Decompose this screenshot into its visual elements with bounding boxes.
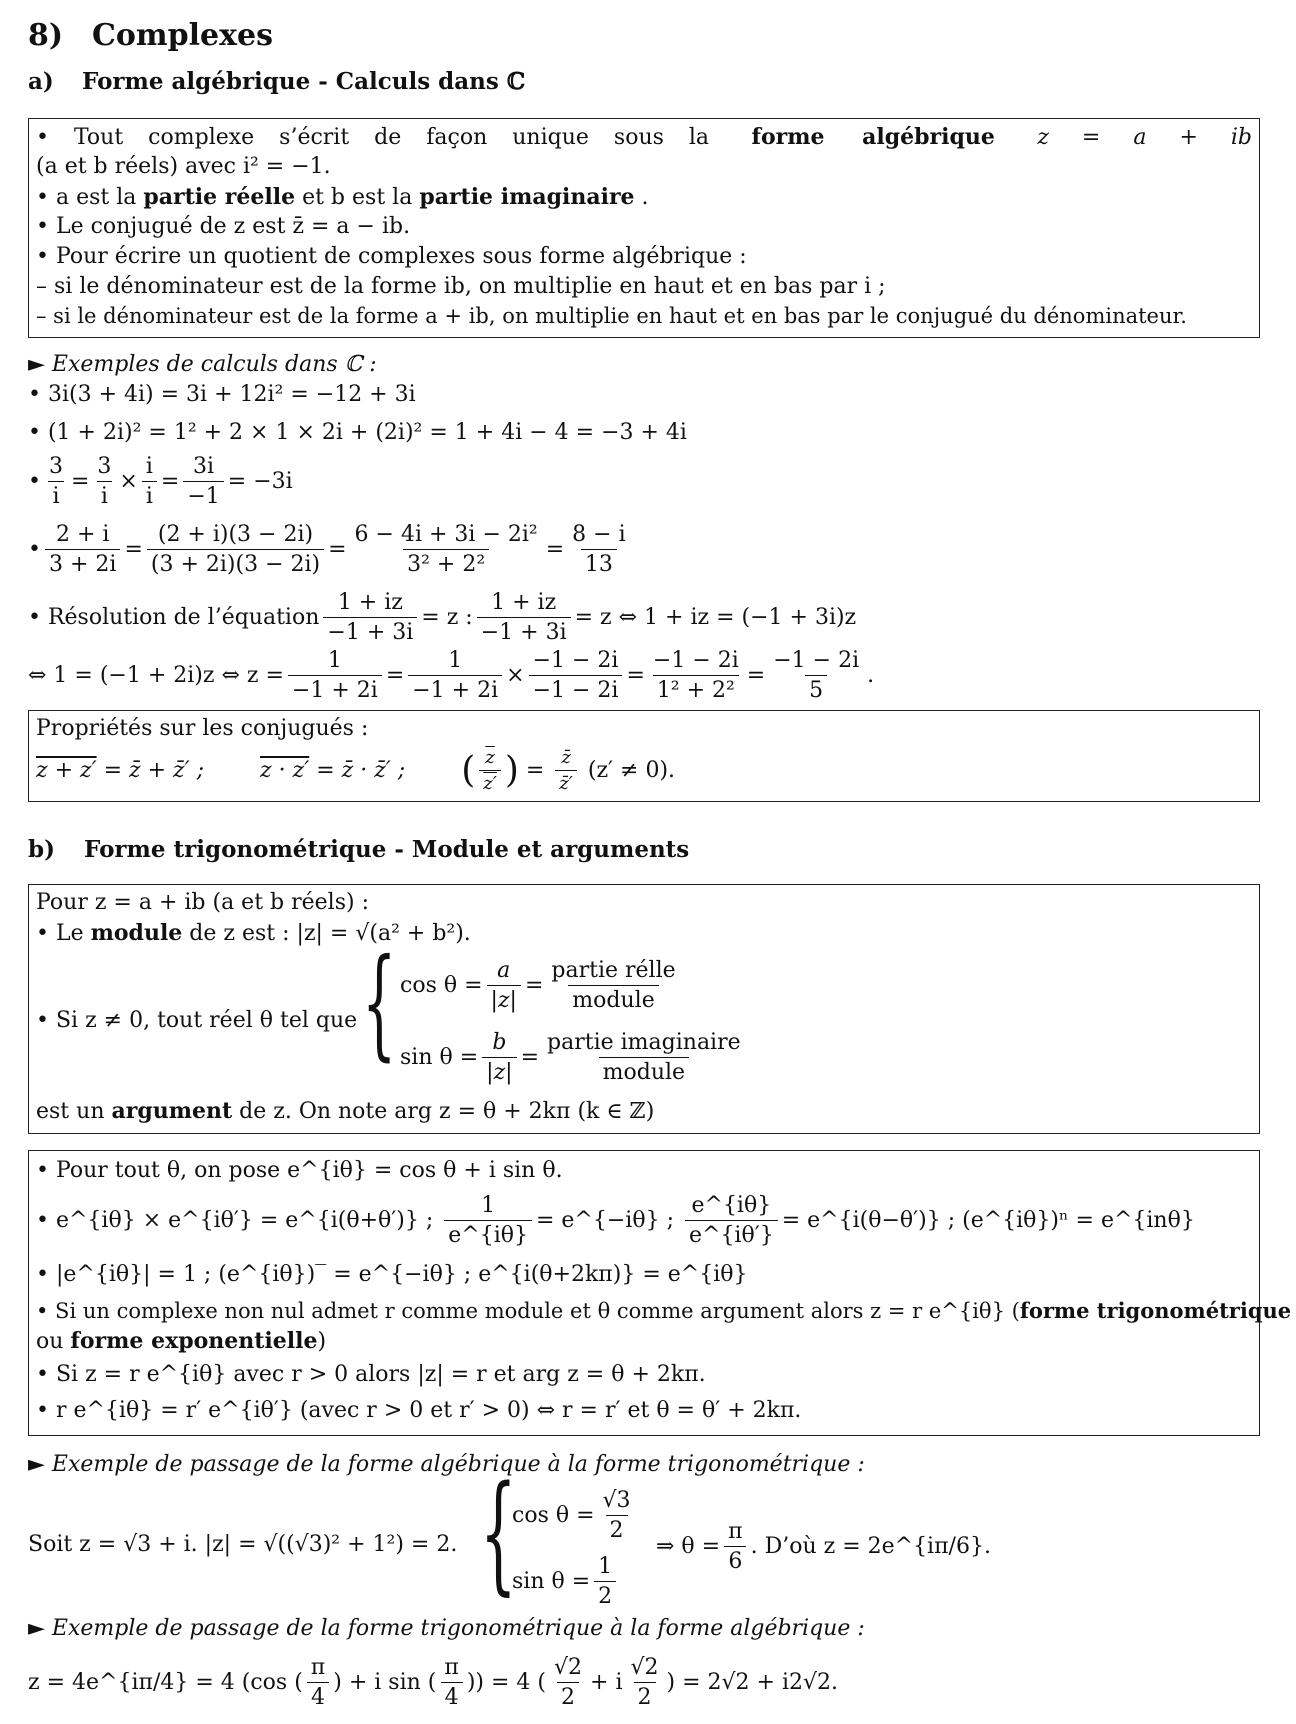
frac-num: 3: [48, 453, 63, 479]
frac-den: −1 + 2i: [288, 675, 382, 703]
box1-line1-formula: z = a + ib: [1037, 124, 1252, 150]
frac-num: −1 − 2i: [532, 647, 619, 673]
example-6-frac4: [649, 648, 743, 703]
box4-frac2: [685, 1193, 778, 1248]
box3-line5-a: est un: [36, 1098, 105, 1124]
equals: =: [124, 536, 143, 562]
box1-line3-a: • a est la: [36, 184, 137, 210]
box1-line5: • Pour écrire un quotient de complexes sous forme algébrique :: [36, 244, 747, 269]
box4-line2-c: = e^{−iθ} ;: [535, 1207, 674, 1233]
example-3-result: = −3i: [227, 468, 293, 494]
box1-line1-bold: forme algébrique: [751, 124, 995, 150]
box4-line5: [36, 1328, 326, 1354]
frac-den: i: [48, 481, 63, 509]
equals: =: [328, 536, 347, 562]
box3-line5-c: de z. On note arg z = θ + 2kπ (k ∈ ℤ): [239, 1098, 655, 1124]
box4-line5-bold: forme exponentielle: [70, 1328, 318, 1354]
section-number: 8): [28, 18, 64, 53]
example-5-end: = z ⇔ 1 + iz = (−1 + 3i)z: [574, 604, 857, 630]
example-sin-row: [512, 1548, 620, 1614]
box2-props: z + z′ = z̄ + z̄′ ; z · z′ = z̄ · z̄′ ; ( $\frac{z}{z'}$ ) = $\frac{z̄}{z̄'}$ (z′ ≠ 0).: [36, 746, 676, 794]
frac-num: π: [444, 1654, 459, 1680]
example-cos-row: [512, 1482, 639, 1548]
box3-line2: [36, 920, 471, 946]
frac-den: (3 + 2i)(3 − 2i): [147, 549, 324, 577]
conj-quot-frac: [479, 747, 501, 794]
frac-num: π: [310, 1654, 326, 1680]
frac-num: √2: [630, 1654, 659, 1680]
frac-den: e^{iθ′}: [685, 1220, 778, 1248]
box3-si: • Si z ≠ 0, tout réel θ tel que: [36, 1008, 358, 1033]
frac-den: e^{iθ}: [444, 1220, 532, 1248]
example-6-frac3: [529, 648, 623, 703]
frac-num: 2 + i: [55, 521, 110, 547]
frac-num: 3i: [193, 453, 215, 479]
example-5-text: • Résolution de l’équation: [28, 604, 320, 630]
subsection-b-number: b): [28, 836, 55, 863]
frac-num: e^{iθ}: [691, 1192, 772, 1218]
example-6-frac2: [408, 648, 502, 703]
conj-quot-cond: (z′ ≠ 0).: [587, 757, 676, 783]
frac-den: 3² + 2²: [403, 549, 489, 577]
box3-line2-a: • Le: [36, 920, 84, 946]
box3-line1: Pour z = a + ib (a et b réels) :: [36, 890, 369, 915]
box1-line3-bold-real: partie réelle: [143, 184, 296, 210]
formula-a: z = 4e^{iπ/4} = 4 (cos (: [28, 1669, 303, 1695]
equals: =: [626, 662, 645, 688]
paren-left: (: [461, 749, 476, 791]
equals: =: [385, 662, 405, 688]
example-1: • 3i(3 + 4i) = 3i + 12i² = −12 + 3i: [28, 382, 416, 407]
box4-line4: [36, 1298, 1291, 1323]
frac-num: partie rélle: [551, 957, 676, 983]
cos-value-frac: [599, 1488, 635, 1543]
cos-label: cos θ =: [512, 1502, 595, 1528]
frac-num: 6 − 4i + 3i − 2i²: [354, 521, 538, 547]
frac-num: 3: [97, 453, 112, 479]
box4-line5-c: ): [317, 1328, 327, 1354]
example-4: [28, 518, 634, 580]
frac-num: 1: [327, 647, 342, 673]
cos-text-frac: [547, 958, 679, 1013]
box1-line1-text: • Tout complexe s’écrit de façon unique sous la: [36, 124, 710, 150]
equals: =: [746, 662, 766, 688]
frac-num: (2 + i)(3 − 2i): [157, 521, 314, 547]
frac-den: |z|: [482, 1057, 516, 1085]
box3-line2-bold: module: [90, 920, 183, 946]
equals: =: [545, 536, 565, 562]
pi-over-4-frac: [307, 1655, 329, 1710]
cos-label: cos θ =: [400, 972, 483, 998]
frac-num: √2: [554, 1654, 583, 1680]
frac-den: i: [142, 481, 157, 509]
frac-den: −1: [183, 481, 223, 509]
frac-den: 3 + 2i: [45, 549, 120, 577]
box4-frac1: [444, 1193, 532, 1248]
subsection-b-title: Forme trigonométrique - Module et arguments: [84, 836, 690, 863]
frac-den: −1 + 3i: [477, 617, 571, 645]
theta-implies: ⇒ θ =: [656, 1533, 721, 1559]
sin-frac: [482, 1030, 516, 1085]
conj-sum: z + z′: [36, 757, 97, 783]
frac-den: i: [97, 481, 112, 509]
page-title: Complexes: [92, 18, 273, 53]
frac-num: −1 − 2i: [652, 647, 739, 673]
box2-title: Propriétés sur les conjugués :: [36, 716, 369, 741]
equals: =: [160, 468, 180, 494]
box4-line1: • Pour tout θ, on pose e^{iθ} = cos θ + i sin θ.: [36, 1158, 563, 1183]
frac-den: −1 + 2i: [408, 675, 502, 703]
example-4-frac1: [45, 522, 120, 577]
frac-den: 2: [606, 1515, 628, 1543]
box1-line1: [36, 124, 1252, 150]
box1-line3: [36, 184, 649, 210]
frac-num: b: [492, 1029, 507, 1055]
box4-line7: • r e^{iθ} = r′ e^{iθ′} (avec r > 0 et r′ > 0) ⇔ r = r′ et θ = θ′ + 2kπ.: [36, 1398, 802, 1423]
example-theta-result: [656, 1516, 991, 1576]
subsection-a-title: Forme algébrique - Calculs dans ℂ: [82, 68, 526, 95]
example-alg-to-trig-text: Soit z = √3 + i. |z| = √((√3)² + 1²) = 2.: [28, 1532, 458, 1557]
formula-b: ) + i sin (: [333, 1669, 437, 1695]
example-6-text: ⇔ 1 = (−1 + 2i)z ⇔ z =: [28, 662, 284, 688]
theta-conclusion: . D’où z = 2e^{iπ/6}.: [750, 1533, 991, 1559]
times: ×: [506, 662, 525, 688]
frac-num: 1: [598, 1553, 613, 1579]
box3-line5-bold: argument: [111, 1098, 233, 1124]
frac-den: −1 − 2i: [529, 675, 623, 703]
box1-line7: – si le dénominateur est de la forme a + ib, on multiplie en haut et en bas par le conjugué du dénominateur.: [36, 304, 1187, 328]
box3-sin-row: [400, 1026, 749, 1088]
box4-line4-bold: forme trigonométrique: [1019, 1298, 1292, 1323]
frac-num: partie imaginaire: [547, 1029, 741, 1055]
frac-den: 1² + 2²: [653, 675, 739, 703]
frac-num: z: [485, 746, 495, 768]
equals: =: [524, 972, 544, 998]
frac-den: 2: [594, 1581, 616, 1609]
formula-e: ) = 2√2 + i2√2.: [666, 1669, 838, 1695]
sqrt2-over-2-frac: [627, 1655, 663, 1710]
example-trig-to-alg-formula: [28, 1650, 838, 1714]
sin-label: sin θ =: [512, 1568, 591, 1594]
frac-den: z′: [479, 770, 501, 794]
subsection-a-number: a): [28, 68, 54, 95]
frac-num: √3: [602, 1487, 631, 1513]
example-3: [28, 452, 293, 510]
times: ×: [119, 468, 138, 494]
pi-over-4-frac: [440, 1655, 462, 1710]
frac-num: 1: [481, 1192, 496, 1218]
box4-line2-e: = e^{i(θ−θ′)} ; (e^{iθ})ⁿ = e^{inθ}: [781, 1207, 1195, 1233]
frac-num: z̄: [561, 746, 571, 768]
box1-line3-bold-imag: partie imaginaire: [419, 184, 635, 210]
box1-line3-c: et b est la: [302, 184, 413, 210]
frac-den: 2: [634, 1682, 656, 1710]
frac-den: 4: [441, 1682, 463, 1710]
frac-den: 4: [307, 1682, 329, 1710]
box1-line6: – si le dénominateur est de la forme ib, on multiplie en haut et en bas par i ;: [36, 274, 886, 299]
frac-den: 6: [724, 1546, 746, 1574]
frac-num: i: [145, 453, 153, 479]
example-3-frac2: [93, 454, 115, 509]
brace-icon: {: [480, 1459, 517, 1608]
equals: =: [70, 468, 90, 494]
sin-value-frac: [594, 1554, 616, 1609]
frac-den: module: [599, 1057, 689, 1085]
conj-quot-result: [555, 747, 577, 794]
frac-num: −1 − 2i: [773, 647, 860, 673]
example-5-frac1: [323, 590, 417, 645]
example-3-frac1: [45, 454, 67, 509]
conj-prod-result: = z̄ · z̄′ ;: [316, 757, 406, 783]
conj-sum-result: = z̄ + z̄′ ;: [103, 757, 205, 783]
paren-right: ): [504, 749, 519, 791]
box1-line4: • Le conjugué de z est z̄ = a − ib.: [36, 214, 411, 239]
example-6-frac1: [288, 648, 382, 703]
box1-line2: (a et b réels) avec i² = −1.: [36, 154, 331, 179]
cos-frac: [487, 958, 521, 1013]
example-4-frac2: [147, 522, 324, 577]
example-5-frac2: [477, 590, 571, 645]
box4-line2-a: • e^{iθ} × e^{iθ′} = e^{i(θ+θ′)} ;: [36, 1207, 434, 1233]
frac-num: 8 − i: [572, 521, 626, 547]
example-3-frac4: [183, 454, 223, 509]
frac-den: 5: [805, 675, 827, 703]
box4-line6: • Si z = r e^{iθ} avec r > 0 alors |z| = r et arg z = θ + 2kπ.: [36, 1362, 706, 1387]
sqrt2-over-2-frac: [550, 1655, 586, 1710]
box3-line2-c: de z est : |z| = √(a² + b²).: [189, 920, 471, 946]
frac-num: 1 + iz: [337, 589, 403, 615]
example-6-end: .: [867, 662, 875, 688]
box4-line3: • |e^{iθ}| = 1 ; (e^{iθ})‾ = e^{−iθ} ; e^{i(θ+2kπ)} = e^{iθ}: [36, 1262, 748, 1287]
box1-line3-e: .: [641, 184, 649, 210]
brace-icon: {: [362, 934, 397, 1073]
examples-header: ► Exemples de calculs dans ℂ :: [28, 352, 377, 377]
example-6: [28, 644, 874, 706]
frac-num: 1: [448, 647, 463, 673]
example-2: • (1 + 2i)² = 1² + 2 × 1 × 2i + (2i)² = 1 + 4i − 4 = −3 + 4i: [28, 420, 687, 445]
example-5-mid: = z :: [421, 604, 473, 630]
example-alg-to-trig-header: ► Exemple de passage de la forme algébrique à la forme trigonométrique :: [28, 1452, 865, 1477]
formula-c: )) = 4 (: [466, 1669, 547, 1695]
box3-line5: [36, 1098, 654, 1124]
example-3-frac3: [142, 454, 157, 509]
frac-den: −1 + 3i: [323, 617, 417, 645]
example-6-frac5: [769, 648, 863, 703]
box4-line5-a: ou: [36, 1328, 64, 1354]
sin-label: sin θ =: [400, 1044, 479, 1070]
box4-line2: [36, 1192, 1195, 1248]
formula-d: + i: [590, 1669, 623, 1695]
equals: =: [520, 1044, 540, 1070]
frac-num: a: [497, 957, 511, 983]
example-3-bullet: •: [28, 468, 41, 494]
example-4-bullet: •: [28, 536, 41, 562]
theta-frac: [724, 1519, 746, 1574]
sin-text-frac: [543, 1030, 745, 1085]
frac-den: 13: [581, 549, 617, 577]
frac-den: 2: [557, 1682, 579, 1710]
box3-cos-row: [400, 954, 684, 1016]
box4-line4-a: • Si un complexe non nul admet r comme module et θ comme argument alors z = r e^{iθ} (: [36, 1298, 1020, 1323]
example-4-frac3: [351, 522, 542, 577]
frac-num: 1 + iz: [491, 589, 557, 615]
example-trig-to-alg-header: ► Exemple de passage de la forme trigonométrique à la forme algébrique :: [28, 1616, 865, 1641]
conj-prod: z · z′: [260, 757, 310, 783]
frac-num: π: [728, 1518, 743, 1544]
frac-den: z̄′: [555, 770, 577, 794]
frac-den: |z|: [487, 985, 521, 1013]
example-5: [28, 586, 856, 648]
example-4-frac4: [568, 522, 629, 577]
frac-den: module: [568, 985, 658, 1013]
